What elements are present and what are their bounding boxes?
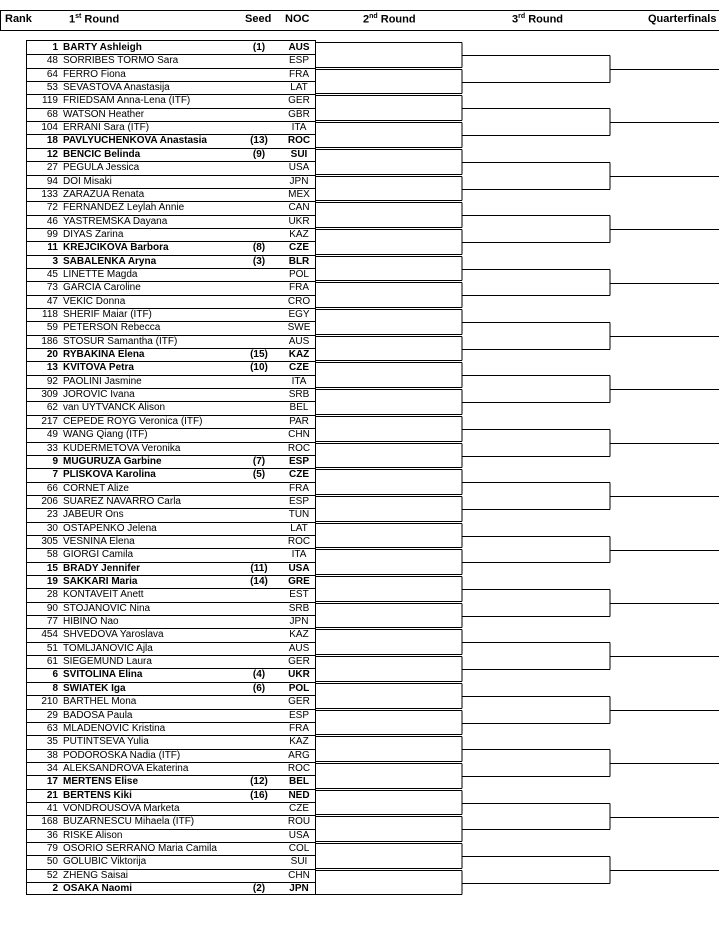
player-rank: 28 [46, 589, 58, 601]
player-noc: CZE [289, 362, 309, 374]
player-rank: 2 [52, 883, 58, 895]
player-rank: 66 [46, 482, 58, 494]
player-name: FRIEDSAM Anna-Lena (ITF) [63, 95, 191, 107]
player-rank: 77 [46, 616, 58, 628]
player-noc: UKR [288, 669, 310, 681]
player-name: PODOROSKA Nadia (ITF) [63, 749, 181, 761]
player-name: MERTENS Elise [63, 776, 139, 788]
player-noc: JPN [289, 175, 309, 187]
player-rank: 168 [41, 816, 58, 828]
player-noc: JPN [289, 616, 309, 628]
player-rank: 49 [46, 429, 58, 441]
player-rank: 62 [46, 402, 58, 414]
player-noc: TUN [288, 509, 310, 521]
player-rank: 12 [46, 148, 58, 160]
player-name: ZHENG Saisai [63, 869, 129, 881]
player-rank: 92 [46, 375, 58, 387]
player-noc: ESP [288, 495, 309, 507]
player-noc: CHN [288, 869, 310, 881]
player-name: BENCIC Belinda [63, 148, 141, 160]
player-name: BUZARNESCU Mihaela (ITF) [63, 816, 195, 828]
player-rank: 30 [46, 522, 58, 534]
player-noc: BEL [289, 776, 309, 788]
player-noc: SRB [288, 602, 310, 614]
header-quarterfinals: Quarterfinals [648, 13, 717, 25]
player-noc: AUS [288, 335, 310, 347]
player-name: KUDERMETOVA Veronika [63, 442, 181, 454]
player-name: HIBINO Nao [63, 616, 119, 628]
player-name: VONDROUSOVA Marketa [63, 802, 180, 814]
player-name: CORNET Alize [63, 482, 129, 494]
player-rank: 6 [52, 669, 58, 681]
player-noc: CZE [289, 802, 309, 814]
player-rank: 33 [46, 442, 58, 454]
player-name: KONTAVEIT Anett [63, 589, 144, 601]
player-noc: POL [288, 268, 309, 280]
player-rank: 210 [41, 696, 58, 708]
player-rank: 206 [41, 495, 58, 507]
player-seed: (5) [252, 469, 266, 481]
player-name: VESNINA Elena [63, 535, 135, 547]
player-rank: 7 [52, 469, 58, 481]
player-name: SABALENKA Aryna [63, 255, 157, 267]
player-seed: (13) [250, 135, 268, 147]
player-name: DIYAS Zarina [63, 228, 124, 240]
header-rank: Rank [5, 13, 32, 25]
header-round3-suffix: rd [518, 13, 526, 20]
player-name: FERNANDEZ Leylah Annie [63, 202, 185, 214]
player-rank: 46 [46, 215, 58, 227]
player-name: BARTY Ashleigh [63, 42, 142, 53]
player-noc: SUI [290, 148, 308, 160]
player-name: JOROVIC Ivana [63, 389, 135, 401]
player-rank: 51 [46, 642, 58, 654]
player-noc: FRA [289, 68, 309, 80]
player-noc: POL [288, 682, 310, 694]
player-noc: USA [288, 829, 310, 841]
player-name: BARTHEL Mona [63, 696, 137, 708]
player-noc: KAZ [288, 349, 310, 361]
player-noc: ROC [287, 442, 311, 454]
player-rank: 8 [52, 682, 58, 694]
player-noc: ESP [288, 55, 309, 67]
player-rank: 19 [46, 576, 58, 587]
header-round1-word: Round [84, 13, 120, 26]
player-name: WATSON Heather [63, 108, 145, 120]
player-rank: 34 [46, 762, 58, 774]
player-noc: ARG [288, 749, 310, 761]
header-round3-number: 3 [512, 13, 519, 26]
player-rank: 3 [52, 255, 58, 267]
player-rank: 13 [46, 362, 58, 374]
player-noc: USA [288, 162, 310, 174]
player-noc: CHN [288, 429, 310, 441]
player-noc: GRE [288, 576, 310, 587]
player-noc: USA [288, 562, 310, 574]
player-rank: 94 [46, 175, 58, 187]
player-seed: (16) [250, 789, 268, 801]
player-name: BADOSA Paula [63, 709, 133, 721]
player-noc: AUS [288, 642, 310, 654]
player-rank: 104 [41, 122, 58, 134]
player-noc: CZE [289, 242, 309, 254]
player-seed: (3) [252, 255, 266, 267]
player-rank: 20 [46, 349, 58, 361]
player-rank: 53 [46, 82, 58, 94]
player-name: OSORIO SERRANO Maria Camila [63, 843, 217, 854]
player-noc: ROC [287, 762, 311, 774]
player-name: GOLUBIC Viktorija [63, 856, 147, 868]
player-name: KREJCIKOVA Barbora [63, 242, 169, 254]
player-name: MLADENOVIC Kristina [63, 722, 166, 734]
header-round2-suffix: nd [369, 13, 378, 20]
player-rank: 38 [46, 749, 58, 761]
player-rank: 90 [46, 602, 58, 614]
header-round2-word: Round [380, 13, 416, 26]
player-name: ALEKSANDROVA Ekaterina [63, 762, 189, 774]
player-name: SIEGEMUND Laura [63, 656, 152, 668]
player-noc: MEX [288, 188, 310, 200]
player-rank: 18 [46, 135, 58, 147]
player-noc: COL [288, 843, 310, 854]
player-rank: 17 [46, 776, 58, 788]
player-noc: ROC [287, 535, 311, 547]
player-noc: ITA [291, 122, 307, 134]
player-rank: 68 [46, 108, 58, 120]
player-rank: 72 [46, 202, 58, 214]
player-rank: 45 [46, 268, 58, 280]
player-noc: SWE [287, 322, 311, 334]
player-rank: 99 [46, 228, 58, 240]
player-rank: 217 [41, 415, 58, 427]
player-noc: NED [288, 789, 310, 801]
player-name: VEKIC Donna [63, 295, 126, 307]
player-noc: EST [289, 589, 309, 601]
player-rank: 59 [46, 322, 58, 334]
player-rank: 47 [46, 295, 58, 307]
player-name: SWIATEK Iga [63, 682, 126, 694]
player-rank: 454 [41, 629, 58, 641]
player-noc: UKR [288, 215, 310, 227]
player-seed: (12) [250, 776, 268, 788]
player-rank: 133 [41, 188, 58, 200]
player-rank: 58 [46, 549, 58, 561]
player-seed: (8) [252, 242, 266, 254]
player-name: RYBAKINA Elena [63, 349, 145, 361]
player-noc: KAZ [289, 629, 309, 641]
player-rank: 73 [46, 282, 58, 294]
player-name: GIORGI Camila [63, 549, 134, 561]
player-noc: GBR [288, 108, 310, 120]
player-name: OSTAPENKO Jelena [63, 522, 157, 534]
player-rank: 61 [46, 656, 58, 668]
player-name: LINETTE Magda [63, 268, 138, 280]
player-noc: FRA [289, 282, 309, 294]
player-rank: 29 [46, 709, 58, 721]
player-seed: (9) [252, 148, 266, 160]
player-name: STOJANOVIC Nina [63, 602, 151, 614]
player-seed: (7) [252, 455, 266, 467]
player-name: YASTREMSKA Dayana [63, 215, 168, 227]
player-noc: GER [288, 696, 310, 708]
player-noc: GER [288, 95, 310, 107]
player-name: PLISKOVA Karolina [63, 469, 156, 481]
player-rank: 27 [46, 162, 58, 174]
player-name: van UYTVANCK Alison [63, 402, 166, 414]
player-rank: 48 [46, 55, 58, 67]
player-rank: 79 [46, 843, 58, 854]
player-name: OSAKA Naomi [63, 883, 133, 895]
player-noc: ROU [287, 816, 311, 828]
player-rank: 15 [46, 562, 58, 574]
player-noc: FRA [289, 722, 309, 734]
player-rank: 119 [42, 95, 58, 107]
player-rank: 35 [46, 736, 58, 748]
player-rank: 63 [46, 722, 58, 734]
player-name: PEGULA Jessica [63, 162, 140, 174]
player-noc: PAR [289, 415, 309, 427]
player-noc: ESP [288, 455, 309, 467]
player-rank: 11 [47, 242, 58, 254]
header-round2-number: 2 [363, 13, 370, 26]
header-round3-word: Round [528, 13, 564, 26]
player-noc: ROC [287, 135, 311, 147]
player-seed: (11) [250, 562, 268, 574]
player-name: STOSUR Samantha (ITF) [63, 335, 178, 347]
player-name: WANG Qiang (ITF) [63, 429, 148, 441]
player-name: BRADY Jennifer [63, 562, 141, 574]
player-name: ERRANI Sara (ITF) [63, 122, 150, 134]
player-noc: SRB [288, 389, 310, 401]
player-name: PAVLYUCHENKOVA Anastasia [63, 135, 207, 147]
player-seed: (4) [252, 669, 266, 681]
player-name: BERTENS Kiki [63, 789, 132, 801]
player-rank: 52 [46, 869, 58, 881]
player-noc: ESP [288, 709, 309, 721]
player-seed: (6) [252, 682, 266, 694]
player-noc: FRA [289, 482, 309, 494]
player-name: SEVASTOVA Anastasija [63, 82, 170, 94]
player-name: SHVEDOVA Yaroslava [63, 629, 164, 641]
player-noc: JPN [289, 883, 309, 895]
player-noc: KAZ [289, 228, 309, 240]
header-noc: NOC [285, 13, 310, 25]
player-rank: 41 [46, 802, 58, 814]
player-noc: AUS [288, 42, 310, 53]
player-name: SORRIBES TORMO Sara [63, 55, 179, 67]
player-name: TOMLJANOVIC Ajla [63, 642, 153, 654]
player-rank: 64 [46, 68, 58, 80]
player-seed: (14) [250, 576, 268, 587]
player-noc: ITA [291, 549, 307, 561]
player-name: CEPEDE ROYG Veronica (ITF) [63, 415, 203, 427]
player-seed: (1) [252, 42, 266, 53]
player-name: PUTINTSEVA Yulia [63, 736, 149, 748]
player-noc: CZE [289, 469, 309, 481]
player-noc: SUI [290, 856, 308, 868]
player-noc: CRO [287, 295, 311, 307]
player-noc: EGY [288, 309, 310, 320]
player-rank: 23 [46, 509, 58, 521]
player-name: KVITOVA Petra [63, 362, 134, 374]
player-noc: LAT [290, 522, 308, 534]
player-rank: 118 [42, 309, 58, 320]
player-rank: 9 [52, 455, 58, 467]
player-noc: BLR [288, 255, 310, 267]
player-rank: 305 [41, 535, 58, 547]
player-name: JABEUR Ons [63, 509, 124, 521]
player-name: SUAREZ NAVARRO Carla [63, 495, 181, 507]
player-noc: GER [288, 656, 310, 668]
player-name: PAOLINI Jasmine [63, 375, 142, 387]
player-rank: 36 [46, 829, 58, 841]
player-name: SAKKARI Maria [63, 576, 138, 587]
player-seed: (2) [252, 883, 266, 895]
player-rank: 186 [41, 335, 58, 347]
player-noc: CAN [288, 202, 310, 214]
player-rank: 1 [52, 42, 58, 53]
player-name: SVITOLINA Elina [63, 669, 143, 681]
player-noc: ITA [291, 375, 307, 387]
player-rank: 50 [46, 856, 58, 868]
header-seed: Seed [245, 13, 272, 25]
player-name: FERRO Fiona [63, 68, 126, 80]
player-name: DOI Misaki [63, 175, 112, 187]
header-round1-number: 1 [69, 13, 76, 26]
player-name: RISKE Alison [63, 829, 123, 841]
player-rank: 309 [41, 389, 58, 401]
header-round1-suffix: st [75, 13, 82, 20]
player-name: GARCIA Caroline [63, 282, 141, 294]
player-noc: KAZ [289, 736, 309, 748]
player-seed: (15) [250, 349, 268, 361]
player-name: SHERIF Maiar (ITF) [63, 309, 152, 320]
player-name: MUGURUZA Garbine [63, 455, 162, 467]
player-name: ZARAZUA Renata [63, 188, 145, 200]
player-rank: 21 [46, 789, 58, 801]
player-name: PETERSON Rebecca [63, 322, 161, 334]
player-noc: BEL [289, 402, 309, 414]
player-noc: LAT [290, 82, 308, 94]
player-seed: (10) [250, 362, 268, 374]
